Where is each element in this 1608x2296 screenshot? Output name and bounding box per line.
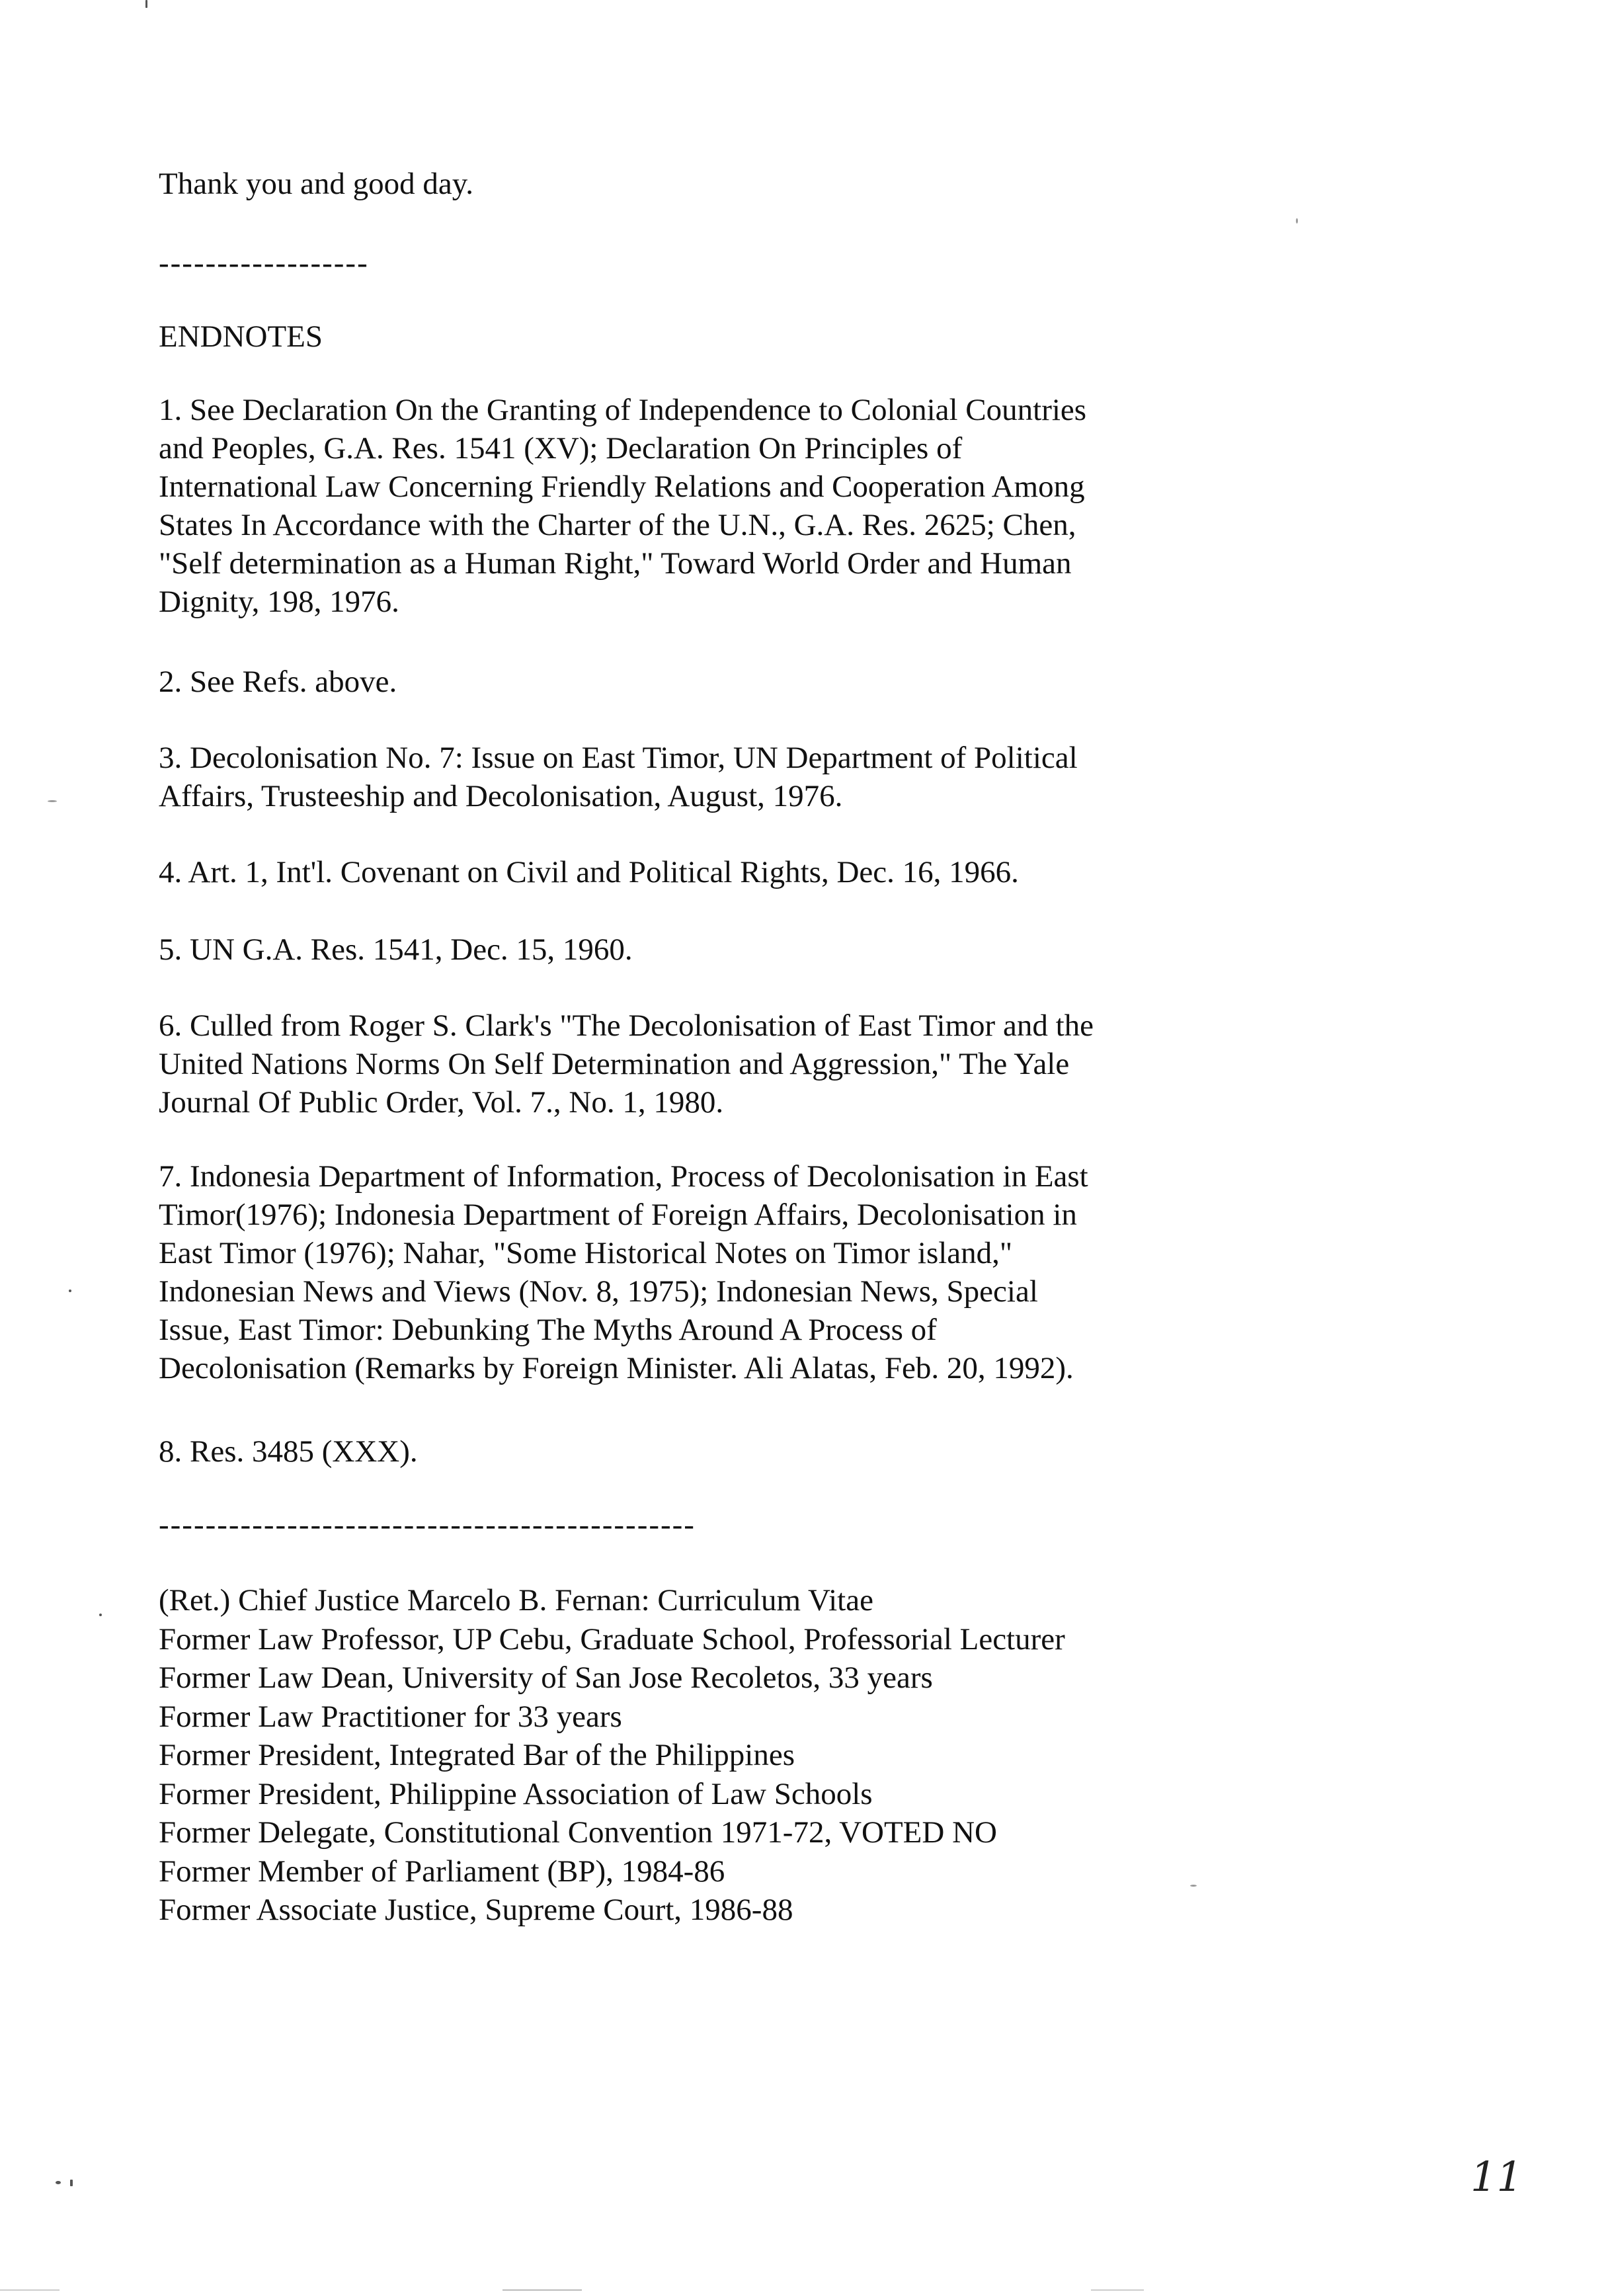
- scan-speck: [0, 2289, 60, 2291]
- endnote-line: East Timor (1976); Nahar, "Some Historical Notes on Timor island,": [159, 1236, 1013, 1270]
- endnote-8: [159, 1432, 418, 1471]
- endnote-line: Affairs, Trusteeship and Decolonisation, August, 1976.: [159, 779, 843, 813]
- short-separator: ------------------: [159, 246, 369, 280]
- scan-speck: [1190, 1885, 1197, 1887]
- endnote-7: [159, 1157, 1088, 1387]
- scan-speck: [502, 2289, 582, 2291]
- endnote-line: Journal Of Public Order, Vol. 7., No. 1, 1980.: [159, 1085, 724, 1120]
- endnote-4: [159, 853, 1019, 891]
- endnote-line: International Law Concerning Friendly Relations and Cooperation Among: [159, 470, 1085, 504]
- endnote-line: 7. Indonesia Department of Information, Process of Decolonisation in East: [159, 1159, 1088, 1194]
- endnote-line: States In Accordance with the Charter of the U.N., G.A. Res. 2625; Chen,: [159, 508, 1076, 542]
- cv-item: Former Delegate, Constitutional Convention 1971-72, VOTED NO: [159, 1815, 997, 1850]
- page-number: 11: [1470, 2152, 1523, 2201]
- endnote-6: [159, 1006, 1094, 1122]
- endnote-line: United Nations Norms On Self Determination and Aggression," The Yale: [159, 1047, 1070, 1081]
- endnote-line: 2. See Refs. above.: [159, 665, 397, 699]
- endnote-line: Dignity, 198, 1976.: [159, 585, 399, 619]
- endnote-line: 3. Decolonisation No. 7: Issue on East Timor, UN Department of Political: [159, 741, 1078, 775]
- endnote-3: [159, 739, 1078, 815]
- endnotes-heading: ENDNOTES: [159, 319, 323, 354]
- endnote-2: [159, 663, 397, 701]
- scan-speck: [1091, 2289, 1144, 2291]
- endnote-line: Indonesian News and Views (Nov. 8, 1975); Indonesian News, Special: [159, 1274, 1038, 1309]
- cv-title: (Ret.) Chief Justice Marcelo B. Fernan: Curriculum Vitae: [159, 1583, 873, 1618]
- cv-item: Former Member of Parliament (BP), 1984-86: [159, 1854, 725, 1889]
- cv-item: Former Associate Justice, Supreme Court, 1986-88: [159, 1893, 793, 1927]
- scan-speck: [1296, 218, 1298, 224]
- curriculum-vitae: [159, 1581, 1065, 1930]
- endnote-line: Decolonisation (Remarks by Foreign Minister. Ali Alatas, Feb. 20, 1992).: [159, 1351, 1074, 1385]
- endnote-line: Issue, East Timor: Debunking The Myths Around A Process of: [159, 1313, 937, 1347]
- scan-speck: [99, 1614, 102, 1616]
- endnote-line: 4. Art. 1, Int'l. Covenant on Civil and Political Rights, Dec. 16, 1966.: [159, 855, 1019, 889]
- endnote-line: 8. Res. 3485 (XXX).: [159, 1434, 418, 1469]
- scan-speck: [145, 0, 147, 8]
- endnote-1: [159, 391, 1086, 621]
- endnote-line: and Peoples, G.A. Res. 1541 (XV); Declaration On Principles of: [159, 431, 963, 466]
- cv-item: Former President, Integrated Bar of the Philippines: [159, 1738, 795, 1772]
- endnote-line: 6. Culled from Roger S. Clark's "The Decolonisation of East Timor and the: [159, 1008, 1094, 1043]
- cv-item: Former Law Dean, University of San Jose Recoletos, 33 years: [159, 1660, 933, 1695]
- scan-speck: [48, 800, 57, 802]
- cv-item: Former President, Philippine Association of Law Schools: [159, 1776, 873, 1811]
- closing-line: Thank you and good day.: [159, 167, 473, 201]
- cv-item: Former Law Professor, UP Cebu, Graduate School, Professorial Lecturer: [159, 1621, 1065, 1657]
- scan-speck: [69, 1290, 71, 1292]
- endnote-line: "Self determination as a Human Right," Toward World Order and Human: [159, 546, 1072, 581]
- scan-speck: [70, 2180, 73, 2186]
- cv-item: Former Law Practitioner for 33 years: [159, 1699, 622, 1734]
- endnote-line: 1. See Declaration On the Granting of Independence to Colonial Countries: [159, 393, 1087, 427]
- endnote-5: [159, 930, 633, 969]
- endnote-line: Timor(1976); Indonesia Department of Foreign Affairs, Decolonisation in: [159, 1198, 1077, 1232]
- long-separator: ----------------------------------------------: [159, 1508, 696, 1542]
- scan-speck: [56, 2181, 61, 2184]
- endnote-line: 5. UN G.A. Res. 1541, Dec. 15, 1960.: [159, 932, 633, 967]
